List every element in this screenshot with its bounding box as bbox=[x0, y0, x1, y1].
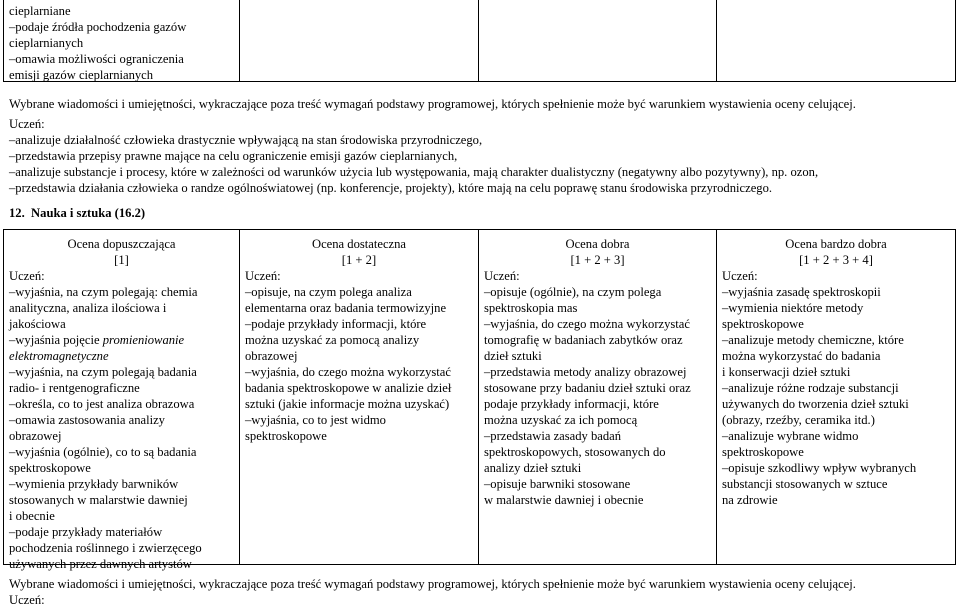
celujaca-intro: Wybrane wiadomości i umiejętności, wykraczające poza treść wymagań podstawy programowej, których spełnienie może być warunkiem wystawienia oceny celującej. bbox=[9, 97, 856, 111]
grade-line: –wyjaśnia, do czego można wykorzystać bbox=[484, 317, 690, 331]
grade-column-scale: [1] bbox=[114, 253, 129, 267]
grade-line: –wyjaśnia, co to jest widmo bbox=[245, 413, 386, 427]
top-line: cieplarniane bbox=[9, 4, 71, 18]
top-line: –podaje źródła pochodzenia gazów bbox=[9, 20, 187, 34]
grade-line: –przedstawia zasady badań bbox=[484, 429, 622, 443]
grade-line: –przedstawia metody analizy obrazowej bbox=[484, 365, 687, 379]
grade-line: (obrazy, rzeźby, ceramika itd.) bbox=[722, 413, 875, 427]
grade-line: spektroskopowe bbox=[722, 317, 804, 331]
celujaca-student: Uczeń: bbox=[9, 117, 45, 131]
grade-column-title: Ocena dostateczna bbox=[311, 237, 407, 251]
grade-line: elementarna oraz badania termowizyjne bbox=[245, 301, 447, 315]
grade-line: –analizuje metody chemiczne, które bbox=[722, 333, 904, 347]
grade-column-title: Ocena bardzo dobra bbox=[785, 237, 887, 251]
top-line: emisji gazów cieplarnianych bbox=[9, 68, 154, 82]
grade-line: można uzyskać za ich pomocą bbox=[484, 413, 638, 427]
grades-table-border-top bbox=[3, 229, 956, 230]
grade-line: –wymienia niektóre metody bbox=[722, 301, 864, 315]
grades-table-border-right bbox=[955, 229, 956, 565]
grade-line: –wyjaśnia zasadę spektroskopii bbox=[722, 285, 881, 299]
grade-line: można uzyskać za pomocą analizy bbox=[245, 333, 420, 347]
grade-line: –wyjaśnia, na czym polegają badania bbox=[9, 365, 197, 379]
grade-line: –opisuje (ogólnie), na czym polega bbox=[484, 285, 662, 299]
grade-line: podaje przykłady informacji, które bbox=[484, 397, 659, 411]
grade-line: używanych do tworzenia dzieł sztuki bbox=[722, 397, 909, 411]
grade-column-title: Ocena dobra bbox=[565, 237, 630, 251]
grade-column-student: Uczeń: bbox=[484, 269, 520, 283]
top-table-border-mid2 bbox=[478, 0, 479, 82]
grade-line: spektroskopowe bbox=[9, 461, 91, 475]
grade-line: spektroskopowe bbox=[722, 445, 804, 459]
bottom-student: Uczeń: bbox=[9, 593, 45, 607]
grade-line: pochodzenia roślinnego i zwierzęcego bbox=[9, 541, 202, 555]
grade-line: –analizuje różne rodzaje substancji bbox=[722, 381, 899, 395]
grade-line: analityczna, analiza ilościowa i bbox=[9, 301, 167, 315]
grade-line: radio- i rentgenograficzne bbox=[9, 381, 140, 395]
grade-line: –analizuje wybrane widmo bbox=[722, 429, 859, 443]
grade-line: analizy dzieł sztuki bbox=[484, 461, 582, 475]
grade-line: –wyjaśnia pojęcie promieniowanie bbox=[9, 333, 185, 347]
grade-line: –wymienia przykłady barwników bbox=[9, 477, 179, 491]
grade-line: spektroskopowych, stosowanych do bbox=[484, 445, 666, 459]
grade-line: –opisuje szkodliwy wpływ wybranych bbox=[722, 461, 917, 475]
top-table-border-mid3 bbox=[716, 0, 717, 82]
section-heading bbox=[9, 205, 145, 221]
grade-column-scale: [1 + 2 + 3] bbox=[570, 253, 625, 267]
celujaca-item: –analizuje substancje i procesy, które w zależności od warunków użycia lub występowania, mają charakter dualistyczny (negatywny albo pozytywny), np. ozon, bbox=[9, 165, 819, 179]
celujaca-item: –analizuje działalność człowieka drastycznie wpływającą na stan środowiska przyrodniczego, bbox=[9, 133, 483, 147]
grade-line: tomografię w badaniach zabytków oraz bbox=[484, 333, 683, 347]
grade-column-bardzo-dobra bbox=[717, 236, 955, 508]
grade-line: obrazowej bbox=[245, 349, 298, 363]
celujaca-item: –przedstawia działania człowieka o randze ogólnoświatowej (np. konferencje, projekty), które mają na celu poprawę stanu środowiska przyrodniczego. bbox=[9, 181, 773, 195]
grade-line: –określa, co to jest analiza obrazowa bbox=[9, 397, 195, 411]
grade-column-dopuszczajaca bbox=[4, 236, 239, 572]
grade-line: –podaje przykłady materiałów bbox=[9, 525, 163, 539]
section-number: 12. bbox=[9, 206, 25, 220]
grade-line: na zdrowie bbox=[722, 493, 778, 507]
grade-line: obrazowej bbox=[9, 429, 62, 443]
grade-line: dzieł sztuki bbox=[484, 349, 542, 363]
celujaca-item: –przedstawia przepisy prawne mające na celu ograniczenie emisji gazów cieplarnianych, bbox=[9, 149, 458, 163]
grade-column-scale: [1 + 2 + 3 + 4] bbox=[799, 253, 873, 267]
grade-line: –opisuje, na czym polega analiza bbox=[245, 285, 412, 299]
grade-column-scale: [1 + 2] bbox=[341, 253, 377, 267]
top-table-border-mid bbox=[239, 0, 240, 82]
grade-line: spektroskopia mas bbox=[484, 301, 578, 315]
grade-line: używanych przez dawnych artystów bbox=[9, 557, 192, 571]
grade-line: jakościowa bbox=[9, 317, 66, 331]
grade-line: –wyjaśnia, do czego można wykorzystać bbox=[245, 365, 451, 379]
grade-line: i obecnie bbox=[9, 509, 55, 523]
grade-line: badania spektroskopowe w analizie dzieł bbox=[245, 381, 452, 395]
grade-column-student: Uczeń: bbox=[245, 269, 281, 283]
grade-column-dobra bbox=[479, 236, 716, 508]
grade-column-student: Uczeń: bbox=[9, 269, 45, 283]
grade-column-dostateczna bbox=[240, 236, 478, 444]
grade-line: stosowanych w malarstwie dawniej bbox=[9, 493, 188, 507]
grade-line: –opisuje barwniki stosowane bbox=[484, 477, 631, 491]
grade-line: stosowane przy badaniu dzieł sztuki oraz bbox=[484, 381, 691, 395]
grade-line: –podaje przykłady informacji, które bbox=[245, 317, 427, 331]
grade-line: –wyjaśnia (ogólnie), co to są badania bbox=[9, 445, 197, 459]
grade-line: można wykorzystać do badania bbox=[722, 349, 881, 363]
grade-line: –omawia zastosowania analizy bbox=[9, 413, 165, 427]
top-table-col1 bbox=[4, 3, 239, 83]
grade-line: elektromagnetyczne bbox=[9, 349, 109, 363]
celujaca-block bbox=[9, 96, 954, 196]
top-line: cieplarnianych bbox=[9, 36, 84, 50]
grade-line: i konserwacji dzieł sztuki bbox=[722, 365, 851, 379]
grade-line: sztuki (jakie informacje można uzyskać) bbox=[245, 397, 450, 411]
grade-column-title: Ocena dopuszczająca bbox=[67, 237, 176, 251]
grade-column-student: Uczeń: bbox=[722, 269, 758, 283]
top-line: –omawia możliwości ograniczenia bbox=[9, 52, 184, 66]
grade-line: spektroskopowe bbox=[245, 429, 327, 443]
grade-line: substancji stosowanych w sztuce bbox=[722, 477, 888, 491]
bottom-celujaca-block bbox=[9, 576, 954, 608]
grade-line: –wyjaśnia, na czym polegają: chemia bbox=[9, 285, 198, 299]
top-table-border-right bbox=[955, 0, 956, 82]
section-title: Nauka i sztuka (16.2) bbox=[31, 206, 146, 220]
bottom-intro: Wybrane wiadomości i umiejętności, wykraczające poza treść wymagań podstawy programowej, których spełnienie może być warunkiem wystawienia oceny celującej. bbox=[9, 577, 856, 591]
grade-line: w malarstwie dawniej i obecnie bbox=[484, 493, 644, 507]
